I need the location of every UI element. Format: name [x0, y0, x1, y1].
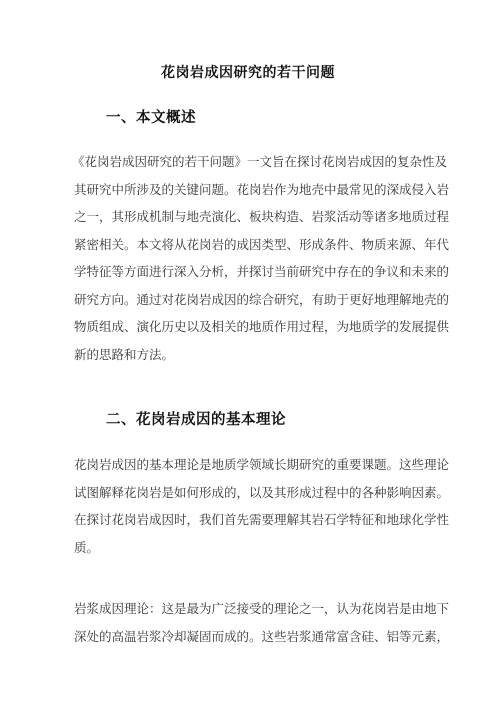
paragraph-line: 试图解释花岗岩是如何形成的，以及其形成过程中的各种影响因素。 [74, 484, 450, 500]
paragraph-line: 物质组成、演化历史以及相关的地质作用过程，为地质学的发展提供 [74, 319, 450, 334]
paragraph-line: 新的思路和方法。 [74, 346, 175, 362]
paragraph-line: 深处的高温岩浆冷却凝固而成的。这些岩浆通常富含硅、铝等元素， [74, 628, 450, 644]
paragraph-line: 学特征等方面进行深入分析，并探讨当前研究中存在的争议和未来的 [74, 264, 450, 279]
section-heading-basic-theory: 二、花岗岩成因的基本理论 [106, 412, 286, 428]
paragraph-line: 之一，其形成机制与地壳演化、板块构造、岩浆活动等诸多地质过程 [74, 209, 450, 224]
paragraph-line: 花岗岩成因的基本理论是地质学领域长期研究的重要课题。这些理论 [74, 457, 450, 472]
paragraph-basic-theory [74, 451, 450, 561]
document-title: 花岗岩成因研究的若干问题 [161, 65, 335, 81]
paragraph-line: 在探讨花岗岩成因时，我们首先需要理解其岩石学特征和地球化学性 [74, 512, 450, 527]
paragraph-line: 《花岗岩成因研究的若干问题》一文旨在探讨花岗岩成因的复杂性及 [72, 154, 448, 169]
paragraph-line: 其研究中所涉及的关键问题。花岗岩作为地壳中最常见的深成侵入岩 [74, 181, 450, 197]
paragraph-magma-theory [74, 595, 450, 650]
paragraph-line: 研究方向。通过对花岗岩成因的综合研究，有助于更好地理解地壳的 [74, 291, 450, 307]
paragraph-line: 紧密相关。本文将从花岗岩的成因类型、形成条件、物质来源、年代 [74, 236, 450, 252]
section-heading-overview: 一、本文概述 [106, 110, 196, 126]
paragraph-line: 质。 [74, 539, 100, 555]
paragraph-overview [72, 148, 450, 368]
paragraph-line: 岩浆成因理论：这是最为广泛接受的理论之一，认为花岗岩是由地下 [74, 601, 450, 616]
